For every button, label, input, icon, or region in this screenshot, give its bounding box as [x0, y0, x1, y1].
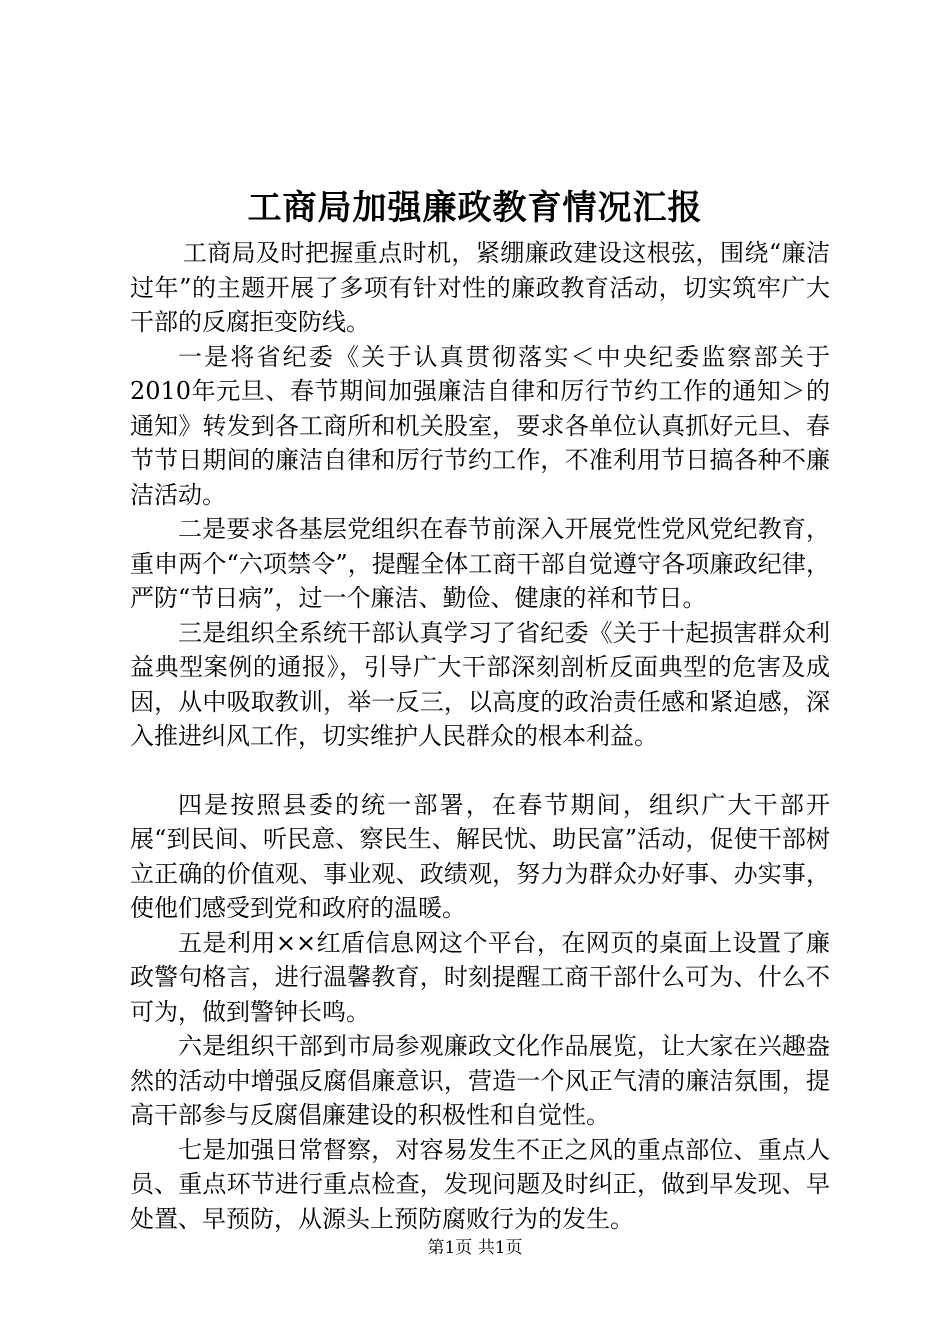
paragraph-point-7: 七是加强日常督察，对容易发生不正之风的重点部位、重点人员、重点环节进行重点检查，发现问题及时纠正，做到早发现、早处置、早预防，从源头上预防腐败行为的发生。 — [130, 1135, 830, 1233]
paragraph-point-3: 三是组织全系统干部认真学习了省纪委《关于十起损害群众利益典型案例的通报》，引导广大干部深刻剖析反面典型的危害及成因，从中吸取教训，举一反三，以高度的政治责任感和紧迫感，深入推进纠风工作，切实维护人民群众的根本利益。 — [130, 618, 830, 750]
paragraph-point-4: 四是按照县委的统一部署，在春节期间，组织广大干部开展“到民间、听民意、察民生、解民忧、助民富”活动，促使干部树立正确的价值观、事业观、政绩观，努力为群众办好事、办实事，使他们感受到党和政府的温暖。 — [130, 790, 830, 922]
paragraph-point-1: 一是将省纪委《关于认真贯彻落实＜中央纪委监察部关于2010年元旦、春节期间加强廉洁自律和厉行节约工作的通知＞的通知》转发到各工商所和机关股室，要求各单位认真抓好元旦、春节节日期间的廉洁自律和厉行节约工作，不准利用节日搞各种不廉洁活动。 — [130, 342, 830, 509]
document-body — [130, 236, 830, 1236]
intro-paragraph: 工商局及时把握重点时机，紧绷廉政建设这根弦，围绕“廉洁过年”的主题开展了多项有针对性的廉政教育活动，切实筑牢广大干部的反腐拒变防线。 — [130, 239, 830, 336]
paragraph-point-5: 五是利用××红盾信息网这个平台，在网页的桌面上设置了廉政警句格言，进行温馨教育，时刻提醒工商干部什么可为、什么不可为，做到警钟长鸣。 — [130, 928, 830, 1026]
page-footer: 第1页 共1页 — [427, 1238, 523, 1258]
document-title: 工商局加强廉政教育情况汇报 — [247, 188, 703, 228]
paragraph-point-2: 二是要求各基层党组织在春节前深入开展党性党风党纪教育，重申两个“六项禁令”，提醒全体工商干部自觉遵守各项廉政纪律，严防“节日病”，过一个廉洁、勤俭、健康的祥和节日。 — [130, 515, 830, 612]
paragraph-point-6: 六是组织干部到市局参观廉政文化作品展览，让大家在兴趣盎然的活动中增强反腐倡廉意识，营造一个风正气清的廉洁氛围，提高干部参与反腐倡廉建设的积极性和自觉性。 — [130, 1032, 830, 1129]
